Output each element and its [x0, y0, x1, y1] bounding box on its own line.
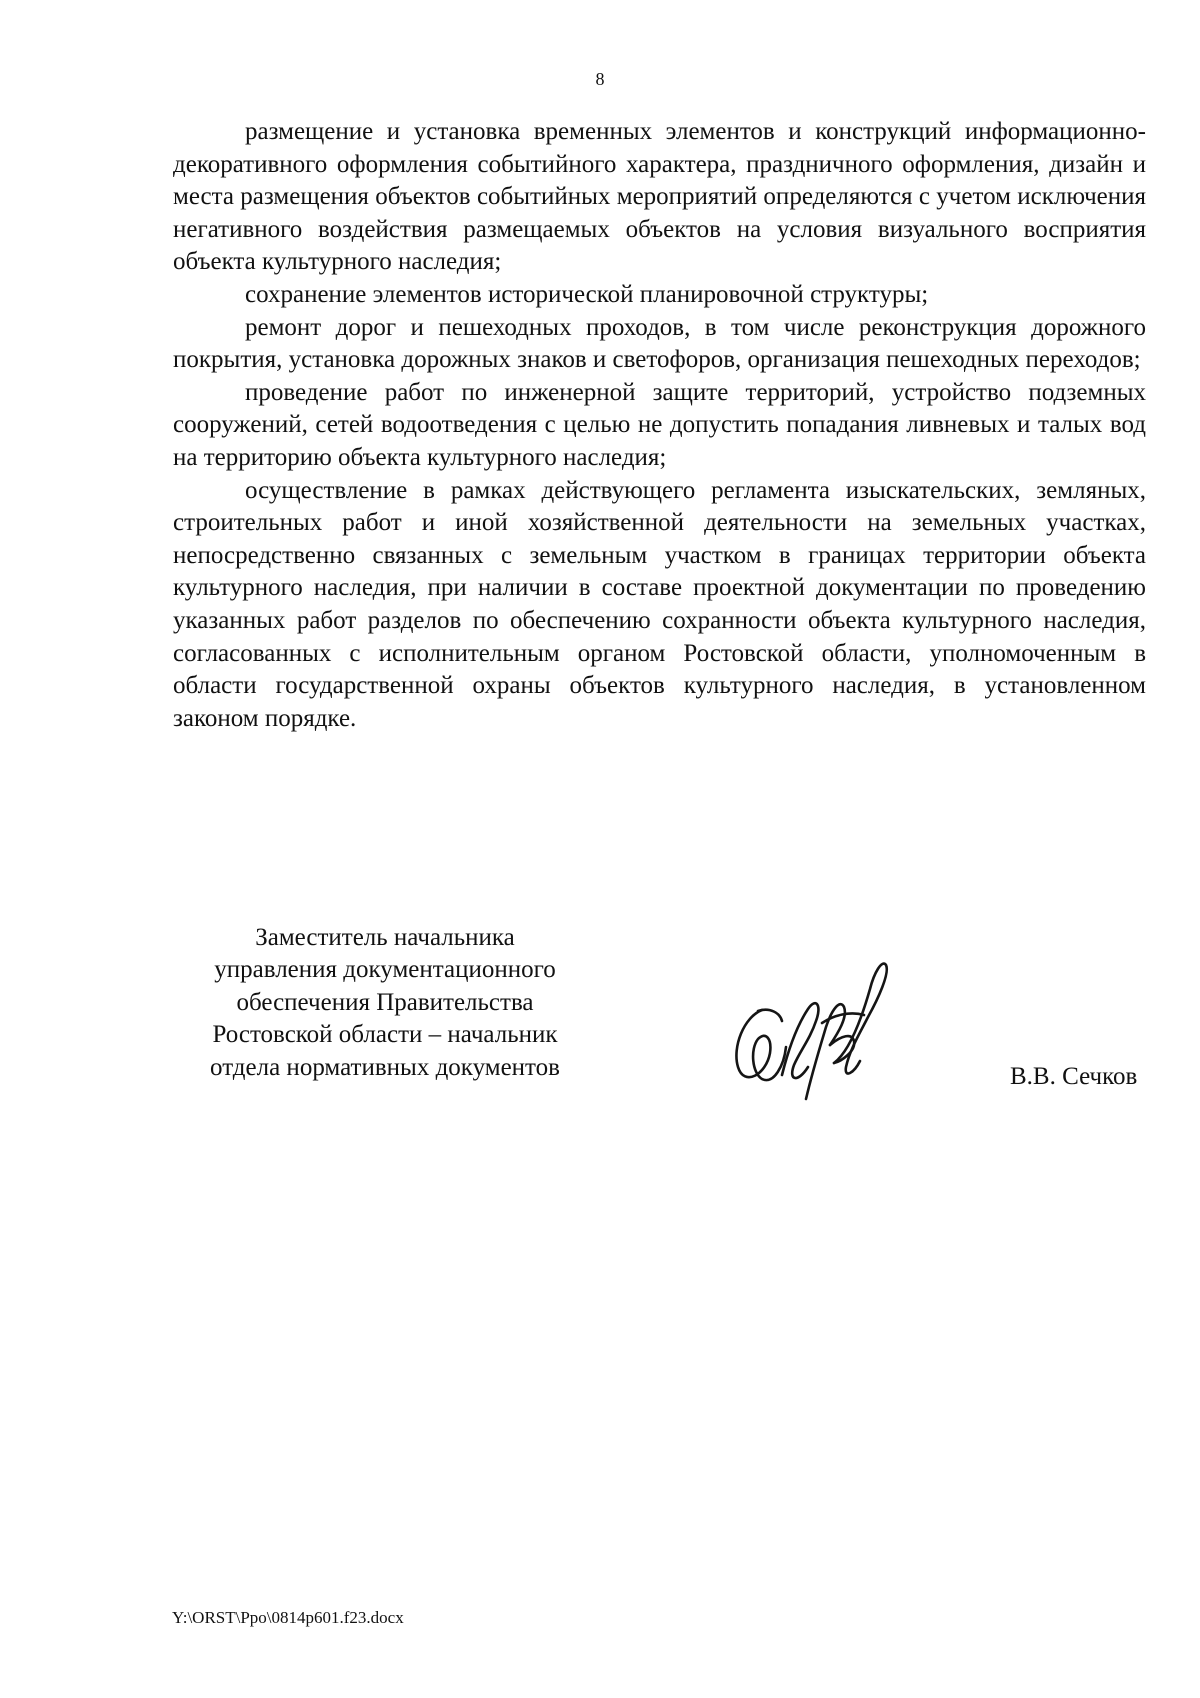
document-body — [173, 116, 1146, 735]
paragraph-earthworks: осуществление в рамках действующего регламента изыскательских, земляных, строительных работ и иной хозяйственной деятельности на земельных участках, непосредственно связанных с земельным участком в границах территории объекта культурного наследия, при наличии в составе проектной документации по проведению указанных работ разделов по обеспечению сохранности объекта культурного наследия, согласованных с исполнительным органом Ростовской области, уполномоченным в области государственной охраны объектов культурного наследия, в установленном законом порядке. — [173, 476, 1146, 732]
signer-title-line: управления документационного — [214, 956, 556, 984]
signer-title-line: Ростовской области – начальник — [212, 1021, 558, 1049]
signer-title-line: Заместитель начальника — [255, 924, 515, 951]
page-number: 8 — [595, 69, 605, 89]
signer-title-line: обеспечения Правительства — [236, 988, 534, 1016]
paragraph-engineering-protection: проведение работ по инженерной защите территорий, устройство подземных сооружений, сетей водоотведения с целью не допустить попадания ливневых и талых вод на территорию объекта культурного наследия; — [173, 378, 1146, 471]
handwritten-signature-icon — [722, 955, 892, 1105]
paragraph-historic-layout: сохранение элементов исторической планировочной структуры; — [245, 280, 929, 308]
paragraph-road-repair: ремонт дорог и пешеходных проходов, в том числе реконструкция дорожного покрытия, установка дорожных знаков и светофоров, организация пешеходных переходов; — [173, 313, 1146, 374]
footer-file-path: Y:\ORST\Ppo\0814p601.f23.docx — [172, 1608, 404, 1627]
signer-title — [170, 922, 600, 1084]
signer-title-line: отдела нормативных документов — [210, 1053, 560, 1081]
signer-name: В.В. Сечков — [1010, 1063, 1138, 1090]
paragraph-temporary-structures: размещение и установка временных элементов и конструкций информационно-декоративного оформления событийного характера, праздничного оформления, дизайн и места размещения объектов событийных мероприятий определяются с учетом исключения негативного воздействия размещаемых объектов на условия визуального восприятия объекта культурного наследия; — [173, 118, 1146, 276]
